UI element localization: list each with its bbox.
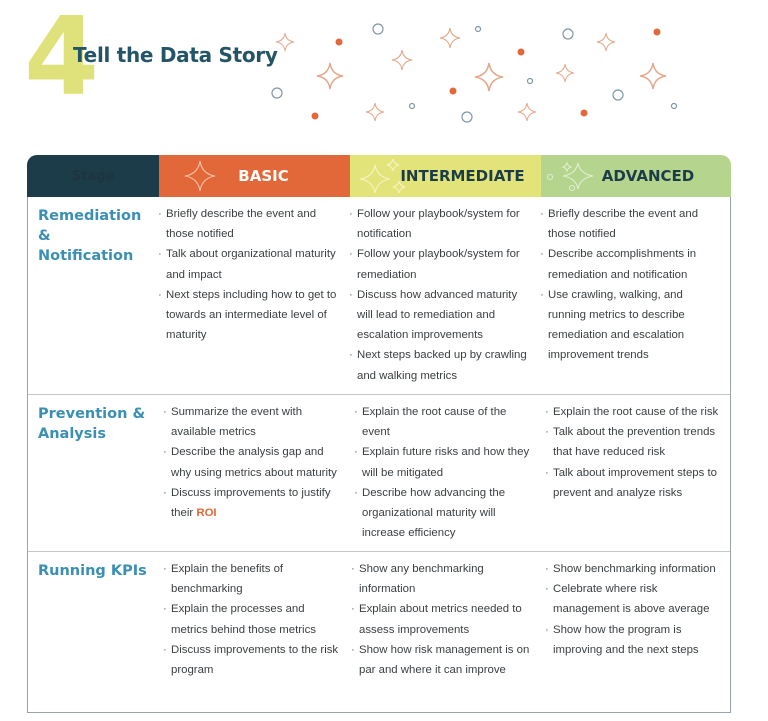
column-header-advanced: ADVANCED xyxy=(541,155,731,197)
list-item: · Talk about improvement steps to prevent and analyze risks xyxy=(545,466,717,499)
list-item: · Briefly describe the event and those notified xyxy=(158,208,317,241)
step-number: 4 xyxy=(24,0,98,120)
list-item: · Explain the root cause of the risk xyxy=(545,406,719,418)
list-item: · Celebrate where risk management is above average xyxy=(545,583,710,616)
list-item: · Show how risk management is on par and where it can improve xyxy=(351,643,530,677)
basic-cell xyxy=(158,197,349,394)
data-story-table xyxy=(27,155,731,712)
list-item: · Explain future risks and how they will be mitigated xyxy=(354,446,530,479)
basic-cell xyxy=(158,552,349,712)
list-item: · Describe the analysis gap and why using metrics about maturity xyxy=(163,446,337,479)
sparkle-decoration-icon xyxy=(0,0,768,140)
list-item: · Next steps backed up by crawling and walking metrics xyxy=(349,349,527,382)
advanced-cell xyxy=(540,395,729,551)
list-item: · Discuss improvements to the risk program xyxy=(163,643,339,677)
list-item: · Briefly describe the event and those notified xyxy=(540,208,699,241)
intermediate-cell xyxy=(349,197,540,394)
list-item: · Show any benchmarking information xyxy=(351,563,484,596)
list-item: · Describe how advancing the organizational maturity will increase efficiency xyxy=(354,486,506,540)
table-row xyxy=(28,395,730,552)
list-item: · Use crawling, walking, and running metrics to describe remediation and escalation improvement trends xyxy=(540,288,685,362)
stage-label: Prevention & Analysis xyxy=(38,406,146,442)
list-item: · Show benchmarking information xyxy=(545,563,716,575)
list-item: · Explain the processes and metrics behind those metrics xyxy=(163,603,316,636)
intermediate-cell xyxy=(349,395,540,551)
column-header-intermediate: INTERMEDIATE xyxy=(350,155,541,197)
hero-banner xyxy=(0,0,768,140)
list-item: · Discuss improvements to justify their ROI xyxy=(163,486,331,520)
advanced-cell xyxy=(540,552,729,712)
stage-label: Remediation & Notification xyxy=(38,208,142,264)
column-header-basic: BASIC xyxy=(159,155,350,197)
list-item: · Talk about the prevention trends that have reduced risk xyxy=(545,426,716,459)
list-item: · Explain the benefits of benchmarking xyxy=(163,563,284,596)
table-row xyxy=(28,197,730,395)
roi-highlight: ROI xyxy=(196,507,217,520)
list-item: · Explain about metrics needed to assess improvements xyxy=(351,603,522,636)
list-item: · Follow your playbook/system for remediation xyxy=(349,248,520,281)
advanced-cell xyxy=(540,197,729,394)
table-body xyxy=(27,197,731,713)
table-header xyxy=(27,155,731,197)
intermediate-cell xyxy=(349,552,540,712)
list-item: · Summarize the event with available metrics xyxy=(163,406,303,439)
list-item: · Show how the program is improving and the next steps xyxy=(545,623,699,656)
table-row xyxy=(28,552,730,712)
list-item: · Explain the root cause of the event xyxy=(354,406,507,439)
list-item: · Talk about organizational maturity and impact xyxy=(158,248,336,281)
list-item: · Describe accomplishments in remediation and notification xyxy=(540,248,697,281)
stage-label: Running KPIs xyxy=(38,563,147,579)
list-item: · Discuss how advanced maturity will lead to remediation and escalation improvements xyxy=(349,288,518,342)
column-header-stage: Stage xyxy=(27,155,159,197)
basic-cell xyxy=(158,395,349,551)
list-item: · Follow your playbook/system for notification xyxy=(349,208,520,241)
page-title: Tell the Data Story xyxy=(73,43,278,67)
list-item: · Next steps including how to get to towards an intermediate level of maturity xyxy=(158,288,337,342)
